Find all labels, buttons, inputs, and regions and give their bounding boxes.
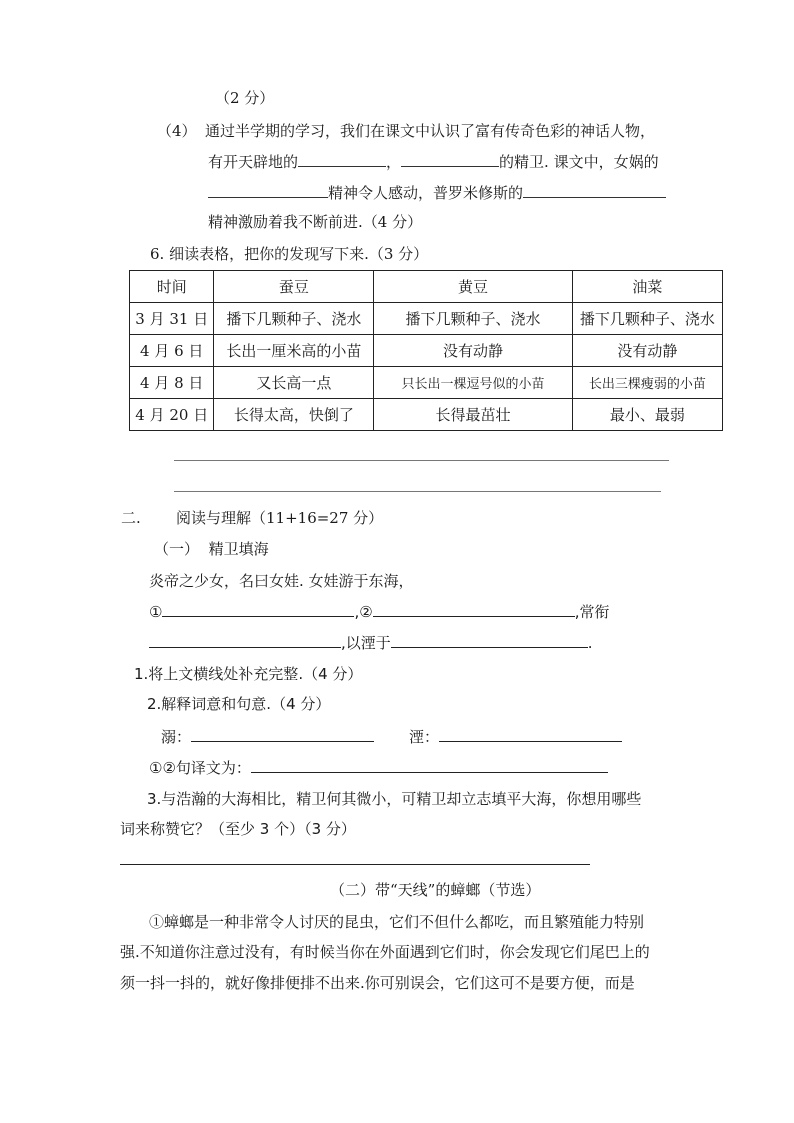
table-header: 黄豆 (374, 271, 572, 303)
question-text-segment: 的精卫. 课文中，女娲的 (499, 153, 659, 171)
answer-blank[interactable] (162, 601, 354, 617)
table-cell: 没有动静 (374, 335, 572, 367)
sentence-translate-line (149, 757, 608, 778)
circled-marker: ② (359, 603, 373, 621)
question-3: 3.与浩瀚的大海相比，精卫何其微小，可精卫却立志填平大海，你想用哪些 (147, 790, 642, 808)
fill-line (149, 632, 593, 653)
sentence-label: ①②句译文为： (149, 759, 251, 777)
table-cell: 4 月 20 日 (130, 399, 214, 431)
punctuation: . (587, 634, 593, 652)
passage-2-heading: （二）带“天线”的蟑螂（节选） (330, 881, 541, 899)
question-2: 2.解释词意和句意.（4 分） (147, 695, 331, 713)
table-cell: 长得太高，快倒了 (214, 399, 374, 431)
question-number: （4） (157, 122, 197, 140)
answer-blank[interactable] (523, 182, 666, 198)
table-cell: 3 月 31 日 (130, 303, 214, 335)
table-header: 蚕豆 (214, 271, 374, 303)
table-header: 时间 (130, 271, 214, 303)
answer-blank[interactable] (298, 151, 386, 167)
word-explain-line (409, 726, 622, 747)
table-cell: 最小、最弱 (572, 399, 722, 431)
question-1: 1.将上文横线处补充完整.（4 分） (134, 665, 363, 683)
table-row (130, 399, 723, 431)
table-cell: 播下几颗种子、浇水 (572, 303, 722, 335)
word-label: 湮： (409, 728, 440, 746)
table-cell: 又长高一点 (214, 367, 374, 399)
fill-line (149, 601, 609, 622)
question-text-segment: 精神令人感动，普罗米修斯的 (328, 184, 524, 202)
circled-marker: ① (149, 603, 163, 621)
heading-title: 精卫填海 (208, 540, 269, 558)
question-text-segment: 有开天辟地的 (208, 153, 299, 171)
table-row (130, 303, 723, 335)
question-3-cont: 词来称赞它？（至少 3 个）（3 分） (120, 820, 356, 838)
section-title: 阅读与理解（11+16=27 分） (176, 509, 384, 527)
answer-blank[interactable] (439, 726, 622, 742)
table-cell: 长得最茁壮 (374, 399, 572, 431)
answer-blank[interactable] (191, 726, 374, 742)
punctuation: , (574, 603, 580, 621)
table-header-row (130, 271, 723, 303)
table-cell: 长出一厘米高的小苗 (214, 335, 374, 367)
passage-2-line: 须一抖一抖的，就好像排便排不出来.你可别误会，它们这可不是要方便，而是 (120, 974, 635, 992)
table-row (130, 335, 723, 367)
question-text: 精神激励着我不断前进.（4 分） (208, 213, 423, 231)
table-cell: 播下几颗种子、浇水 (214, 303, 374, 335)
answer-blank[interactable] (401, 151, 499, 167)
table-cell: 长出三棵瘦弱的小苗 (572, 367, 722, 399)
question-text-segment: ， (386, 153, 402, 171)
answer-line[interactable] (174, 491, 661, 492)
answer-blank[interactable] (373, 601, 575, 617)
observation-table (129, 270, 723, 431)
question-text: 通过半学期的学习，我们在课文中认识了富有传奇色彩的神话人物， (205, 122, 656, 140)
answer-blank[interactable] (391, 632, 588, 648)
previous-score: （2 分） (215, 89, 275, 107)
punctuation: , (354, 603, 360, 621)
word-explain-line (161, 726, 374, 747)
passage-text: 常衔 (579, 603, 610, 621)
word-label: 溺： (161, 728, 192, 746)
table-cell: 播下几颗种子、浇水 (374, 303, 572, 335)
passage-heading (154, 539, 269, 559)
question-line (208, 151, 659, 172)
table-cell: 4 月 8 日 (130, 367, 214, 399)
table-row (130, 367, 723, 399)
table-cell: 4 月 6 日 (130, 335, 214, 367)
heading-number: （一） (154, 540, 200, 558)
question-6-prompt: 6. 细读表格，把你的发现写下来.（3 分） (150, 245, 429, 263)
passage-text: 炎帝之少女，名曰女娃. 女娃游于东海， (149, 572, 414, 590)
answer-line[interactable] (120, 864, 590, 865)
answer-blank[interactable] (251, 757, 608, 773)
question-line (208, 182, 666, 203)
table-cell: 只长出一棵逗号似的小苗 (374, 367, 572, 399)
answer-blank[interactable] (208, 182, 328, 198)
answer-blank[interactable] (149, 632, 341, 648)
passage-2-line: 强.不知道你注意过没有，有时候当你在外面遇到它们时，你会发现它们尾巴上的 (120, 943, 650, 961)
section-number: 二. (121, 509, 141, 527)
answer-line[interactable] (174, 460, 669, 461)
table-header: 油菜 (572, 271, 722, 303)
table-cell: 没有动静 (572, 335, 722, 367)
passage-2-line: ①蟑螂是一种非常令人讨厌的昆虫，它们不但什么都吃，而且繁殖能力特别 (149, 913, 645, 931)
passage-text: ,以湮于 (341, 634, 391, 652)
